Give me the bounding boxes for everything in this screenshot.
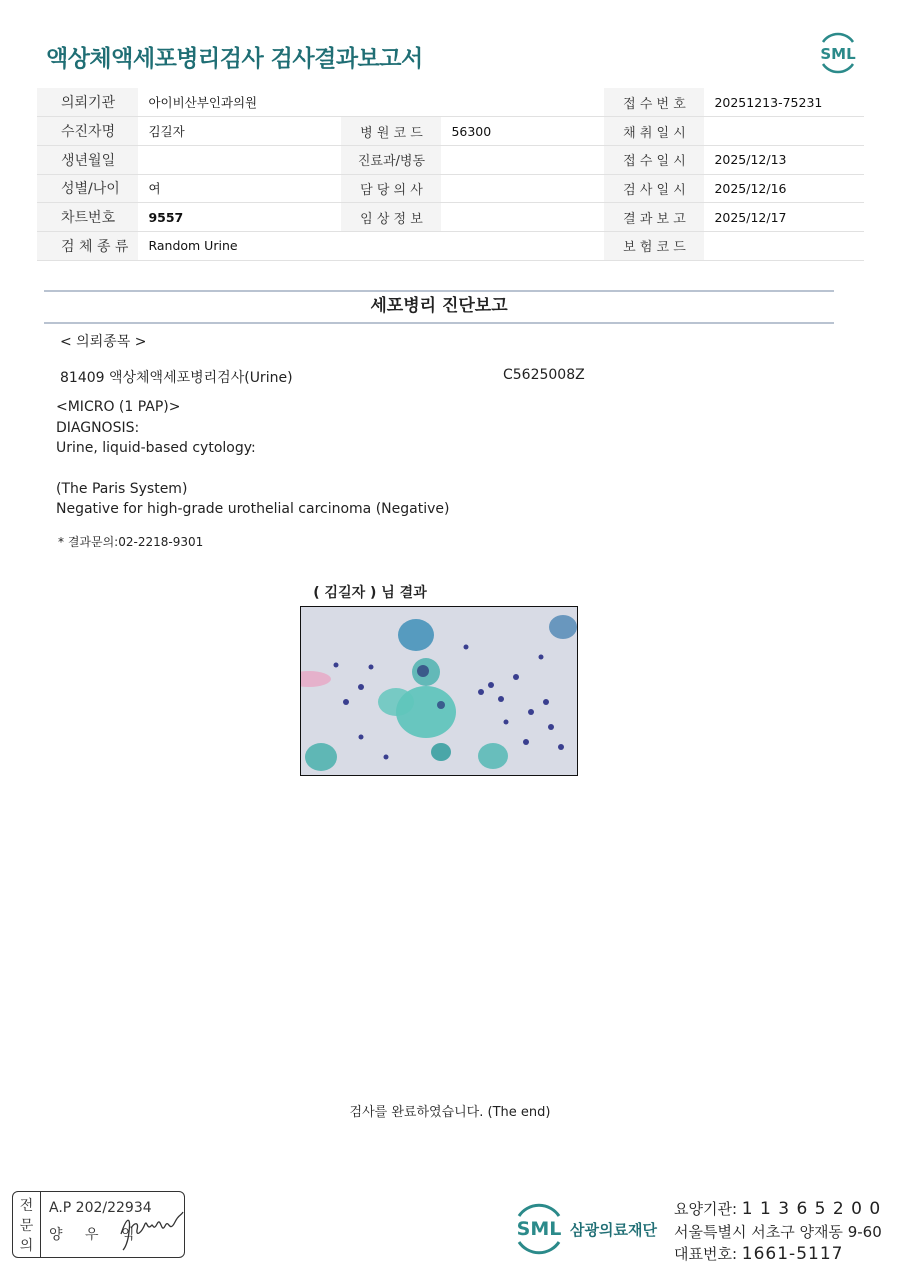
- report-date-value: 2025/12/17: [704, 203, 864, 232]
- patient-info-table: [37, 88, 864, 261]
- svg-text:SML: SML: [820, 45, 856, 63]
- end-text: 검사를 완료하였습니다. (The end): [349, 1105, 551, 1120]
- clinical-label: 임 상 정 보: [341, 203, 441, 232]
- phone: [674, 1243, 843, 1264]
- receipt-no-label: 접 수 번 호: [604, 88, 704, 117]
- hospital-code-value: 56300: [441, 117, 604, 146]
- test-date-value: 2025/12/16: [704, 174, 864, 203]
- license-number: A.P 202/22934: [49, 1200, 152, 1216]
- receipt-date-label: 접 수 일 시: [604, 145, 704, 174]
- birth-value: [138, 145, 341, 174]
- signature-box: [12, 1191, 185, 1258]
- info-row: [37, 203, 864, 232]
- info-row: [37, 145, 864, 174]
- specimen-value: Random Urine: [138, 231, 604, 260]
- micrograph-cells: [301, 607, 578, 776]
- report-title: 액상체액세포병리검사 검사결과보고서: [46, 46, 423, 72]
- svg-text:SML: SML: [516, 1218, 562, 1240]
- collect-date-label: 채 취 일 시: [604, 117, 704, 146]
- result-line: Negative for high-grade urothelial carcinoma (Negative): [56, 501, 450, 517]
- receipt-no-value: 20251213-75231: [704, 88, 864, 117]
- sex-age-value: 여: [138, 174, 341, 203]
- order-item: 81409 액상체액세포병리검사(Urine): [60, 370, 293, 386]
- foundation-name: 삼광의료재단: [570, 1221, 657, 1239]
- diagnosis-line: DIAGNOSIS:: [56, 420, 140, 436]
- info-row: [37, 231, 864, 260]
- sml-footer-logo-icon: [509, 1200, 569, 1256]
- dept-value: [441, 145, 604, 174]
- contact-line: * 결과문의:02-2218-9301: [58, 535, 204, 549]
- order-code: C5625008Z: [503, 367, 585, 383]
- signature-side-label: [13, 1192, 41, 1257]
- phone-value: 1661-5117: [741, 1244, 844, 1264]
- insurance-value: [704, 231, 864, 260]
- system-line: (The Paris System): [56, 481, 188, 497]
- collect-date-value: [704, 117, 864, 146]
- handwritten-signature-icon: [117, 1204, 187, 1252]
- phone-label: 대표번호:: [674, 1245, 738, 1263]
- chart-no-label: 차트번호: [37, 203, 138, 232]
- receipt-date-value: 2025/12/13: [704, 145, 864, 174]
- name-value: 김길자: [138, 117, 341, 146]
- micro-line: <MICRO (1 PAP)>: [56, 399, 181, 415]
- hospital-code-label: 병 원 코 드: [341, 117, 441, 146]
- side-char: 의: [19, 1238, 34, 1254]
- doctor-label: 담 당 의 사: [341, 174, 441, 203]
- chart-no-value: 9557: [138, 203, 341, 232]
- info-row: [37, 88, 864, 117]
- side-char: 문: [19, 1218, 34, 1234]
- report-date-label: 결 과 보 고: [604, 203, 704, 232]
- section-title: 세포병리 진단보고: [44, 290, 834, 324]
- info-row: [37, 117, 864, 146]
- doctor-value: [441, 174, 604, 203]
- insurance-label: 보 험 코 드: [604, 231, 704, 260]
- institution-code-value: 1 1 3 6 5 2 0 0: [741, 1199, 882, 1219]
- institution-code-label: 요양기관:: [674, 1200, 738, 1218]
- specimen-line: Urine, liquid-based cytology:: [56, 440, 256, 456]
- sml-logo-icon: [815, 30, 861, 76]
- test-date-label: 검 사 일 시: [604, 174, 704, 203]
- sex-age-label: 성별/나이: [37, 174, 138, 203]
- dept-label: 진료과/병동: [341, 145, 441, 174]
- info-row: [37, 174, 864, 203]
- name-label: 수진자명: [37, 117, 138, 146]
- image-caption: ( 김길자 ) 님 결과: [313, 585, 427, 601]
- pathologist-name: 양 우 익: [49, 1227, 144, 1243]
- micrograph-image: [300, 606, 578, 776]
- side-char: 전: [19, 1198, 34, 1214]
- birth-label: 생년월일: [37, 145, 138, 174]
- referring-label: 의뢰기관: [37, 88, 138, 117]
- referring-value: 아이비산부인과의원: [138, 88, 604, 117]
- order-heading: < 의뢰종목 >: [60, 334, 147, 350]
- clinical-value: [441, 203, 604, 232]
- institution-code: [674, 1198, 881, 1219]
- address: 서울특별시 서초구 양재동 9-60: [674, 1223, 882, 1241]
- image-caption-wrap: [0, 582, 900, 602]
- specimen-label: 검 체 종 류: [37, 231, 138, 260]
